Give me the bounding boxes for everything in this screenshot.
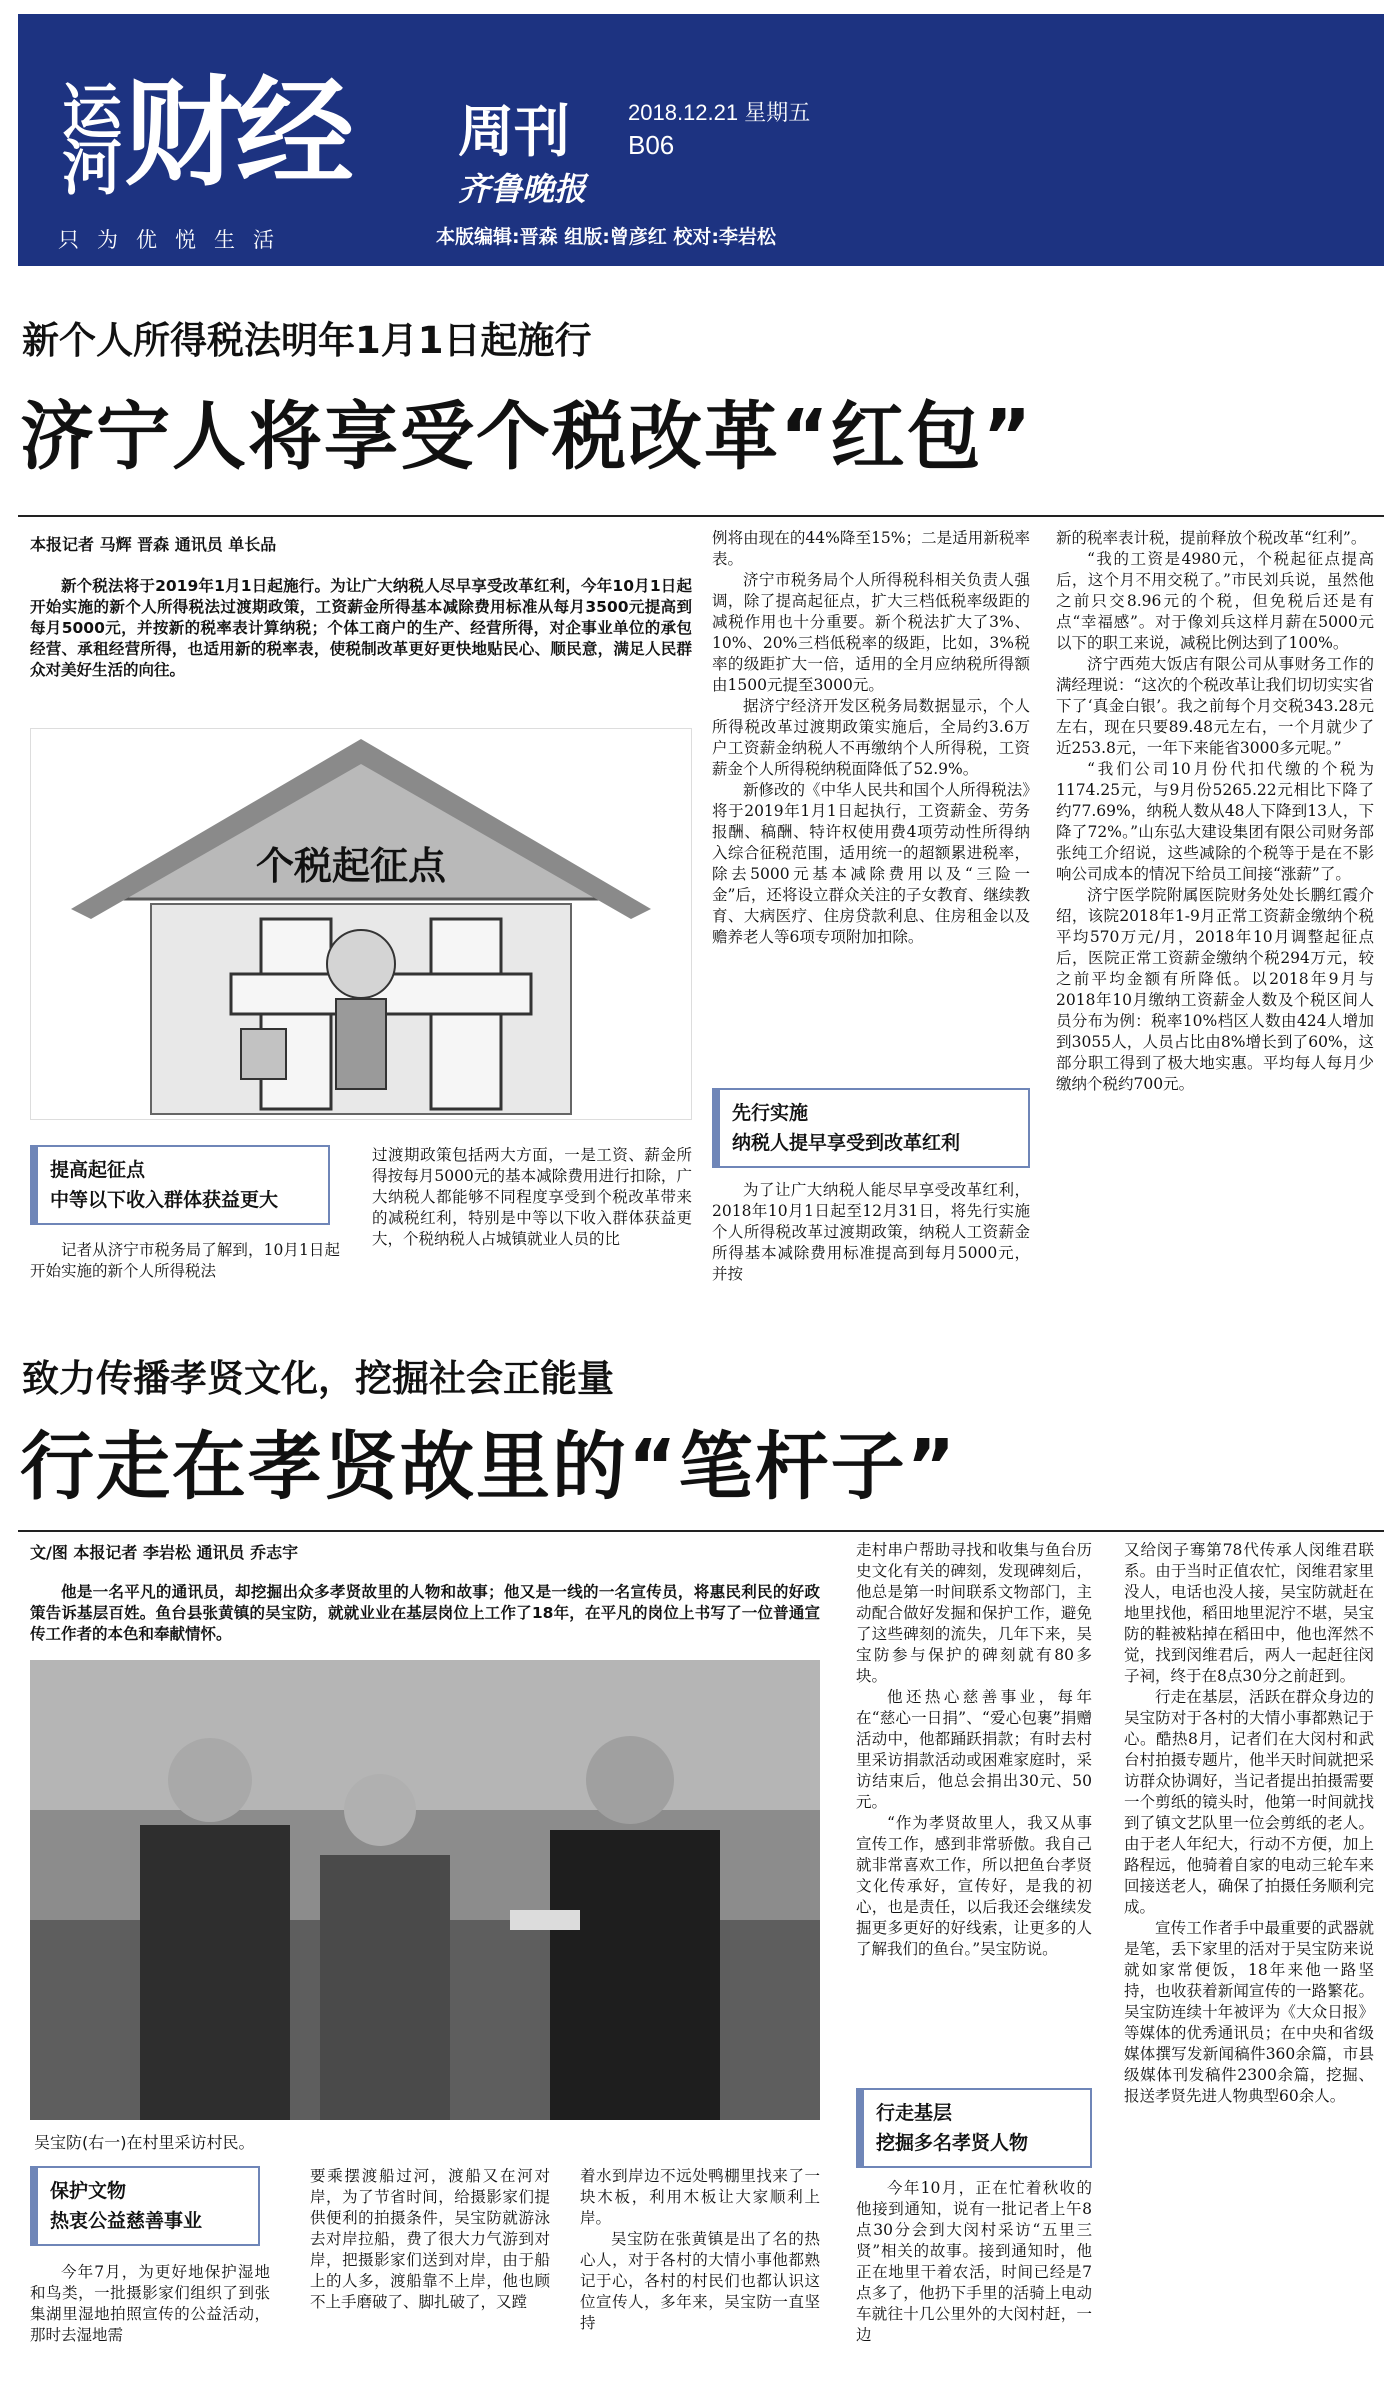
article1-headline: 济宁人将享受个税改革“红包”: [20, 394, 1034, 480]
article2-col-e: [1124, 1540, 1374, 2107]
article1-subhead1: [30, 1145, 330, 1225]
interview-photo: [30, 1660, 820, 2120]
subhead-line: 提高起征点: [50, 1159, 146, 1181]
page-number: B06: [628, 130, 675, 160]
paragraph: 新修改的《中华人民共和国个人所得税法》将于2019年1月1日起执行，工资薪金、劳务报酬、稿酬、特许权使用费4项劳动性所得纳入综合征税范围，适用统一的超额累进税率，除去5000元基本减除费用以及“三险一金”后，还将设立群众关注的子女教育、继续教育、大病医疗、住房贷款利息、住房租金以及赡养老人等6项专项附加扣除。: [712, 781, 1030, 946]
article2-col-d-cont: [856, 2178, 1092, 2346]
article1-col-a: [30, 1240, 340, 1282]
article1-col-c: [712, 528, 1030, 948]
logo-caijing: 财经: [124, 64, 349, 202]
subhead-line: 中等以下收入群体获益更大: [50, 1189, 279, 1211]
article2-subhead1: [30, 2166, 260, 2246]
paragraph: “我的工资是4980元，个税起征点提高后，这个月不用交税了。”市民刘兵说，虽然他之前只交8.96元的个税，但免税后还是有点“幸福感”。对于像刘兵这样月薪在5000元以下的职工来说，减税比例达到了100%。: [1056, 550, 1374, 652]
logo-yunhe: 运河: [52, 80, 122, 192]
paragraph: 着水到岸边不远处鸭棚里找来了一块木板，利用木板让大家顺利上岸。: [580, 2167, 820, 2227]
paragraph: 行走在基层，活跃在群众身边的吴宝防对于各村的大情小事都熟记于心。酷热8月，记者们在大闵村和武台村拍摄专题片，他半天时间就把采访群众协调好，当记者提出拍摄需要一个剪纸的镜头时，他第一时间就找到了镇文艺队里一位会剪纸的老人。由于老人年纪大，行动不方便，加上路程远，他骑着自家的电动三轮车来回接送老人，确保了拍摄任务顺利完成。: [1124, 1688, 1374, 1916]
paragraph: 今年10月，正在忙着秋收的他接到通知，说有一批记者上午8点30分会到大闵村采访“五里三贤”相关的故事。接到通知时，他正在地里干着农活，时间已经是7点多了，他扔下手里的活骑上电动车就往十几公里外的大闵村赶，一边: [856, 2179, 1092, 2344]
paragraph: 记者从济宁市税务局了解到，10月1日起开始实施的新个人所得税法: [30, 1241, 340, 1280]
article1-col-b: [372, 1145, 692, 1250]
paragraph: “我们公司10月份代扣代缴的个税为1174.25元，与9月份5265.22元相比下降了约77.69%，纳税人数从48人下降到13人，下降了72%。”山东弘大建设集团有限公司财务部张纯工介绍说，这些减除的个税等于是在不影响公司成本的情况下给员工间接“涨薪”了。: [1056, 760, 1374, 883]
paragraph: 为了让广大纳税人能尽早享受改革红利，2018年10月1日起至12月31日，将先行实施个人所得税改革过渡期政策，纳税人工资薪金所得基本减除费用标准提高到每月5000元，并按: [712, 1181, 1030, 1283]
article2-lead: 他是一名平凡的通讯员，却挖掘出众多孝贤故里的人物和故事；他又是一线的一名宣传员，将惠民利民的好政策告诉基层百姓。鱼台县张黄镇的吴宝防，就就业业在基层岗位上工作了18年，在平凡的岗位上书写了一位普通宣传工作者的本色和奉献情怀。: [30, 1583, 820, 1643]
paragraph: 济宁医学院附属医院财务处处长鹏红霞介绍，该院2018年1-9月正常工资薪金缴纳个税平均570万元/月，2018年10月调整起征点后，医院正常工资薪金缴纳个税294万元，较之前平均金额有所降低。以2018年9月与2018年10月缴纳工资薪金人数及个税区间人员分布为例：税率10%档区人数由424人增加到3055人，人员占比由8%增长到了60%，这部分职工得到了极大地实惠。平均每人每月少缴纳个税约700元。: [1056, 886, 1374, 1093]
issue-date: 2018.12.21 星期五: [628, 100, 811, 125]
paragraph: 他还热心慈善事业，每年在“慈心一日捐”、“爱心包裹”捐赠活动中，他都踊跃捐款；有时去村里采访捐款活动或困难家庭时，采访结束后，他总会捐出30元、50元。: [856, 1688, 1092, 1811]
article1-col-c-cont: [712, 1180, 1030, 1285]
article2-col-a: [30, 2262, 270, 2346]
paragraph: 过渡期政策包括两大方面，一是工资、薪金所得按每月5000元的基本减除费用进行扣除，广大纳税人都能够不同程度享受到个税改革带来的减税红利，特别是中等以下收入群体获益更大，个税纳税人占城镇就业人员的比: [372, 1146, 692, 1248]
subhead-line: 保护文物: [50, 2180, 127, 2202]
paragraph: 又给闵子骞第78代传承人闵维君联系。由于当时正值农忙，闵维君家里没人，电话也没人接，吴宝防就赶在地里找他，稻田地里泥泞不堪，吴宝防的鞋被粘掉在稻田中，他也浑然不觉，找到闵维君后，两人一起赶往闵子祠，终于在8点30分之前赶到。: [1124, 1541, 1374, 1685]
article1-col-d: [1056, 528, 1374, 1095]
article1-byline: 本报记者 马辉 晋森 通讯员 单长品: [30, 535, 277, 554]
photo-caption: 吴宝防(右一)在村里采访村民。: [34, 2133, 255, 2152]
slogan: 只为优悦生活: [58, 228, 292, 252]
article2-col-c: [580, 2166, 820, 2334]
article2-col-d: [856, 1540, 1092, 1960]
article1-lead: 新个税法将于2019年1月1日起施行。为让广大纳税人尽早享受改革红利，今年10月1日起开始实施的新个人所得税法过渡期政策，工资薪金所得基本减除费用标准从每月3500元提高到每月5000元，并按新的税率表计算纳税；个体工商户的生产、经营所得，对企事业单位的承包经营、承租经营所得，也适用新的税率表，使税制改革更好更快地贴民心、顺民意，满足人民群众对美好生活的向往。: [30, 577, 692, 679]
paragraph: 今年7月，为更好地保护湿地和鸟类，一批摄影家们组织了到张集湖里湿地拍照宣传的公益活动，那时去湿地需: [30, 2263, 270, 2344]
paragraph: 走村串户帮助寻找和收集与鱼台历史文化有关的碑刻，发现碑刻后，他总是第一时间联系文物部门，主动配合做好发掘和保护工作，避免了这些碑刻的流失，几年下来，吴宝防参与保护的碑刻就有80多块。: [856, 1541, 1092, 1685]
article2-byline: 文/图 本报记者 李岩松 通讯员 乔志宇: [30, 1543, 299, 1562]
illustration-label: 个税起征点: [255, 844, 447, 888]
article2-col-b: [310, 2166, 550, 2313]
divider: [18, 515, 1384, 517]
masthead-logo: [52, 64, 349, 202]
paragraph: 例将由现在的44%降至15%；二是适用新税率表。: [712, 529, 1030, 568]
article1-kicker: 新个人所得税法明年1月1日起施行: [22, 319, 592, 362]
subhead-line: 热衷公益慈善事业: [50, 2210, 203, 2232]
subhead-line: 挖掘多名孝贤人物: [876, 2132, 1029, 2154]
paper-name: 齐鲁晚报: [458, 170, 587, 208]
article2-headline: 行走在孝贤故里的“笔杆子”: [20, 1424, 958, 1510]
paragraph: 据济宁经济开发区税务局数据显示，个人所得税改革过渡期政策实施后，全局约3.6万户工资薪金纳税人不再缴纳个人所得税，工资薪金个人所得税纳税面降低了52.9%。: [712, 697, 1030, 778]
editor-credits: 本版编辑:晋森 组版:曾彦红 校对:李岩松: [436, 226, 777, 248]
paragraph: 宣传工作者手中最重要的武器就是笔，丢下家里的活对于吴宝防来说就如家常便饭，18年来他一路坚持，也收获着新闻宣传的一路繁花。吴宝防连续十年被评为《大众日报》等媒体的优秀通讯员；在中央和省级媒体撰写发新闻稿件360余篇，市县级媒体刊发稿件2300余篇，挖掘、报送孝贤先进人物典型60余人。: [1124, 1919, 1374, 2105]
paragraph: 济宁西苑大饭店有限公司从事财务工作的满经理说：“这次的个税改革让我们切切实实省下了‘真金白银’。我之前每个月交税343.28元左右，现在只要89.48元左右，一个月就少了近253.8元，一年下来能省3000多元呢。”: [1056, 655, 1374, 757]
weekly-label: 周刊: [458, 100, 570, 165]
tax-threshold-illustration: [30, 728, 692, 1120]
subhead-line: 纳税人提早享受到改革红利: [732, 1132, 961, 1154]
paragraph: 要乘摆渡船过河，渡船又在河对岸，为了节省时间，给摄影家们提供便利的拍摄条件，吴宝防就游泳去对岸拉船，费了很大力气游到对岸，把摄影家们送到对岸，由于船上的人多，渡船靠不上岸，他也顾不上手磨破了、脚扎破了，又蹚: [310, 2167, 550, 2311]
article2-kicker: 致力传播孝贤文化，挖掘社会正能量: [22, 1357, 614, 1400]
paragraph: “作为孝贤故里人，我又从事宣传工作，感到非常骄傲。我自己就非常喜欢工作，所以把鱼台孝贤文化传承好，宣传好，是我的初心，也是责任，以后我还会继续发掘更多更好的好线索，让更多的人了解我们的鱼台。”吴宝防说。: [856, 1814, 1092, 1958]
divider: [18, 1530, 1384, 1532]
masthead: [18, 14, 1384, 266]
paragraph: 济宁市税务局个人所得税科相关负责人强调，除了提高起征点，扩大三档低税率级距的减税作用也十分重要。新个税法扩大了3%、10%、20%三档低税率的级距，比如，3%税率的级距扩大一倍，适用的全月应纳税所得额由1500元提至3000元。: [712, 571, 1030, 694]
paragraph: 新的税率表计税，提前释放个税改革“红利”。: [1056, 529, 1367, 547]
subhead-line: 先行实施: [732, 1102, 809, 1124]
subhead-line: 行走基层: [876, 2102, 953, 2124]
paragraph: 吴宝防在张黄镇是出了名的热心人，对于各村的大情小事他都熟记于心，各村的村民们也都认识这位宣传人，多年来，吴宝防一直坚持: [580, 2230, 820, 2332]
article1-subhead2: [712, 1088, 1030, 1168]
article2-subhead2: [856, 2088, 1092, 2168]
